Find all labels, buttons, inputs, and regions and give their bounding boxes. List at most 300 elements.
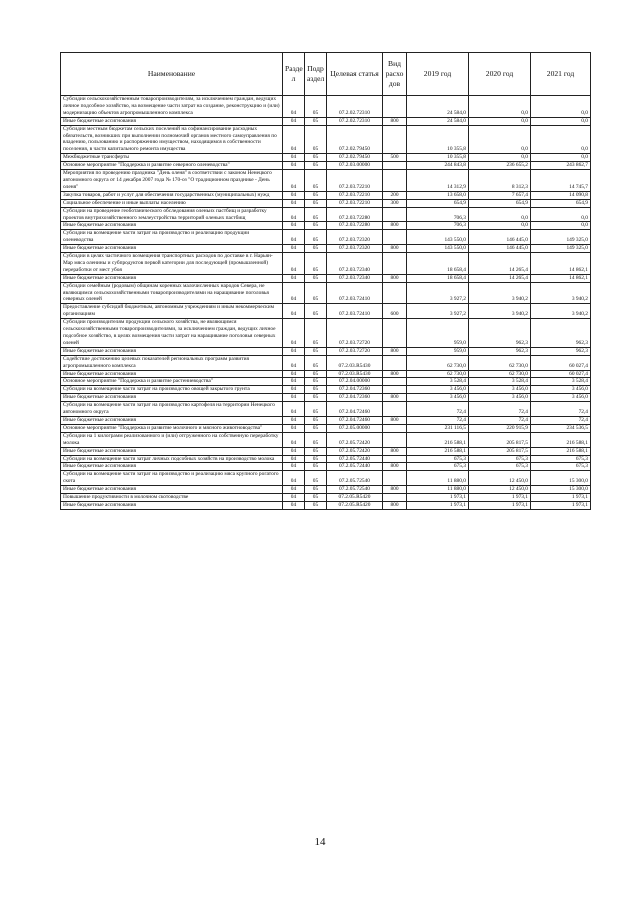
cell-expense-type: 800 [383,117,407,125]
cell-section: 04 [283,222,305,230]
cell-target-article: 07.2.04.00000 [327,378,383,386]
cell-name: Предоставление субсидий бюджетным, автономным учреждениям и иным некоммерческим организациям [61,304,283,319]
cell-2020: 62 730,0 [469,355,531,370]
cell-target-article: 07.2.03.72720 [327,347,383,355]
cell-2019: 11 880,0 [407,486,469,494]
cell-target-article: 07.2.03.R5430 [327,370,383,378]
table-row [61,245,591,253]
cell-expense-type [383,253,407,275]
header-year-2019: 2019 год [407,53,469,96]
cell-target-article: 07.2.03.R5430 [327,355,383,370]
cell-expense-type: 800 [383,394,407,402]
table-row [61,432,591,447]
cell-expense-type [383,282,407,304]
cell-2021: 72,4 [531,402,591,417]
cell-expense-type [383,432,407,447]
cell-2020: 72,4 [469,416,531,424]
cell-expense-type [383,319,407,348]
cell-section: 04 [283,207,305,222]
budget-table [60,52,591,510]
cell-section: 04 [283,394,305,402]
cell-2019: 3 927,2 [407,304,469,319]
cell-subsection: 05 [305,222,327,230]
cell-name: Субсидии сельскохозяйственным товаропроизводителям, за исключением граждан, ведущих личное подсобное хозяйство, на возмещение части затрат на создание, реконструкцию и (или) модернизацию объектов агропромышленного комплекса [61,96,283,118]
cell-section: 04 [283,378,305,386]
cell-2019: 959,0 [407,319,469,348]
table-row [61,424,591,432]
cell-name: Мероприятия по проведению праздника "День оленя" в соответствии с законом Ненецкого автономного округа от 14 декабря 2007 года № 170-оз "О традиционном празднике - День оленя" [61,170,283,192]
cell-2019: 1 973,1 [407,501,469,509]
cell-subsection: 05 [305,463,327,471]
table-row [61,471,591,486]
cell-name: Содействие достижению целевых показателей региональных программ развития агропромышленного комплекса [61,355,283,370]
cell-target-article: 07.2.05.72420 [327,432,383,447]
cell-2020: 14 265,4 [469,253,531,275]
cell-2020: 675,3 [469,463,531,471]
cell-section: 04 [283,230,305,245]
cell-target-article: 07.2.05.72440 [327,455,383,463]
table-row [61,386,591,394]
cell-target-article: 07.2.04.72460 [327,402,383,417]
cell-2020: 205 817,5 [469,432,531,447]
cell-2021: 0,0 [531,207,591,222]
cell-subsection: 05 [305,162,327,170]
table-row [61,253,591,275]
cell-2019: 3 456,0 [407,386,469,394]
cell-expense-type: 600 [383,304,407,319]
cell-2019: 143 550,0 [407,245,469,253]
cell-2019: 3 927,2 [407,282,469,304]
cell-target-article: 07.2.03.72340 [327,253,383,275]
cell-section: 04 [283,370,305,378]
cell-subsection: 05 [305,471,327,486]
cell-subsection: 05 [305,455,327,463]
cell-subsection: 05 [305,347,327,355]
cell-2021: 243 862,7 [531,162,591,170]
cell-section: 04 [283,245,305,253]
cell-expense-type [383,230,407,245]
table-header-row [61,53,591,96]
cell-2021: 15 300,0 [531,471,591,486]
table-row [61,117,591,125]
cell-2019: 24 584,0 [407,117,469,125]
cell-2021: 1 973,1 [531,494,591,502]
cell-2021: 675,3 [531,455,591,463]
cell-section: 04 [283,471,305,486]
cell-2021: 149 325,0 [531,245,591,253]
cell-expense-type: 800 [383,370,407,378]
table-row [61,125,591,154]
cell-name: Субсидии на возмещение части затрат на производство картофеля на территории Ненецкого автономного округа [61,402,283,417]
cell-name: Субсидии на возмещение части затрат на производство и реализацию мяса крупного рогатого скота [61,471,283,486]
cell-2019: 10 355,8 [407,125,469,154]
cell-subsection: 05 [305,370,327,378]
cell-target-article: 07.2.05.72540 [327,486,383,494]
cell-name: Основное мероприятие "Поддержка и развитие молочного и мясного животноводства" [61,424,283,432]
cell-subsection: 05 [305,207,327,222]
cell-name: Закупка товаров, работ и услуг для обеспечения государственных (муниципальных) нужд [61,191,283,199]
table-row [61,162,591,170]
cell-2019: 1 973,1 [407,494,469,502]
cell-target-article: 07.2.05.00000 [327,424,383,432]
cell-expense-type [383,96,407,118]
header-name: Наименование [61,53,283,96]
cell-expense-type: 500 [383,154,407,162]
cell-2021: 0,0 [531,222,591,230]
cell-subsection: 05 [305,355,327,370]
table-row [61,154,591,162]
cell-target-article: 07.2.03.72280 [327,207,383,222]
cell-expense-type [383,455,407,463]
cell-target-article: 07.2.03.72210 [327,170,383,192]
table-row [61,486,591,494]
cell-expense-type [383,207,407,222]
cell-2020: 654,9 [469,199,531,207]
header-year-2020: 2020 год [469,53,531,96]
cell-target-article: 07.2.03.72410 [327,304,383,319]
cell-2019: 62 730,0 [407,370,469,378]
cell-expense-type: 800 [383,222,407,230]
cell-2021: 60 027,4 [531,355,591,370]
cell-2019: 706,3 [407,207,469,222]
table-row [61,355,591,370]
cell-2021: 0,0 [531,154,591,162]
cell-expense-type: 800 [383,245,407,253]
cell-2019: 675,3 [407,463,469,471]
cell-name: Субсидии семейным (родовым) общинам коренных малочисленных народов Севера, не являющимся сельскохозяйственными товаропроизводителями на наращивание поголовья северных оленей [61,282,283,304]
cell-section: 04 [283,170,305,192]
table-row [61,199,591,207]
cell-2021: 3 456,0 [531,394,591,402]
cell-2019: 14 312,9 [407,170,469,192]
cell-target-article: 07.2.03.00000 [327,162,383,170]
cell-name: Основное мероприятие "Поддержка и развитие северного оленеводства" [61,162,283,170]
cell-subsection: 05 [305,274,327,282]
header-subsection: Подр аздел [305,53,327,96]
cell-target-article: 07.2.03.72320 [327,230,383,245]
cell-subsection: 05 [305,432,327,447]
cell-name: Иные бюджетные ассигнования [61,486,283,494]
cell-2019: 143 550,0 [407,230,469,245]
table-row [61,191,591,199]
cell-2019: 72,4 [407,402,469,417]
table-row [61,96,591,118]
cell-expense-type [383,378,407,386]
cell-expense-type: 800 [383,501,407,509]
cell-target-article: 07.2.05.R5420 [327,494,383,502]
cell-2019: 959,0 [407,347,469,355]
cell-2021: 962,3 [531,347,591,355]
cell-2019: 3 456,0 [407,394,469,402]
cell-2020: 14 265,4 [469,274,531,282]
cell-subsection: 05 [305,245,327,253]
table-row [61,222,591,230]
cell-target-article: 07.2.02.79450 [327,125,383,154]
cell-2021: 0,0 [531,96,591,118]
table-row [61,282,591,304]
cell-2019: 675,3 [407,455,469,463]
table-row [61,274,591,282]
cell-name: Иные бюджетные ассигнования [61,222,283,230]
table-row [61,347,591,355]
cell-2020: 12 450,0 [469,471,531,486]
cell-section: 04 [283,432,305,447]
cell-expense-type: 800 [383,347,407,355]
table-row [61,455,591,463]
cell-section: 04 [283,96,305,118]
cell-2020: 0,0 [469,222,531,230]
cell-2019: 216 588,1 [407,432,469,447]
table-row [61,463,591,471]
cell-target-article: 07.2.03.72320 [327,245,383,253]
cell-2020: 72,4 [469,402,531,417]
header-section: Разде л [283,53,305,96]
cell-expense-type: 800 [383,463,407,471]
cell-2021: 15 300,0 [531,486,591,494]
cell-name: Межбюджетные трансферты [61,154,283,162]
cell-section: 04 [283,416,305,424]
cell-2021: 0,0 [531,117,591,125]
cell-2021: 3 940,2 [531,304,591,319]
table-row [61,378,591,386]
cell-name: Субсидии на возмещение части затрат на производство и реализацию продукции оленеводства [61,230,283,245]
cell-expense-type: 800 [383,447,407,455]
cell-section: 04 [283,117,305,125]
cell-subsection: 05 [305,230,327,245]
cell-2019: 244 843,8 [407,162,469,170]
cell-expense-type [383,494,407,502]
table-row [61,319,591,348]
cell-2019: 216 588,1 [407,447,469,455]
cell-section: 04 [283,494,305,502]
cell-subsection: 05 [305,170,327,192]
cell-2021: 234 536,5 [531,424,591,432]
cell-subsection: 05 [305,447,327,455]
cell-target-article: 07.2.04.72360 [327,386,383,394]
cell-2021: 14 090,8 [531,191,591,199]
cell-name: Субсидии на проведение геоботанического обследования оленьих пастбищ и разработку проектов внутрихозяйственного землеустройства территорий оленьих пастбищ [61,207,283,222]
cell-2020: 62 730,0 [469,370,531,378]
cell-expense-type [383,355,407,370]
cell-expense-type [383,386,407,394]
cell-2020: 1 973,1 [469,501,531,509]
cell-name: Иные бюджетные ассигнования [61,463,283,471]
cell-2021: 3 456,0 [531,386,591,394]
cell-2021: 216 588,1 [531,432,591,447]
cell-2020: 12 450,0 [469,486,531,494]
table-row [61,416,591,424]
cell-target-article: 07.2.03.72720 [327,319,383,348]
cell-subsection: 05 [305,424,327,432]
cell-section: 04 [283,347,305,355]
cell-2020: 962,3 [469,347,531,355]
table-row [61,230,591,245]
cell-2021: 3 528,4 [531,378,591,386]
cell-2020: 3 528,4 [469,378,531,386]
cell-name: Субсидии в целях частичного возмещения транспортных расходов по доставке в г. Нарьян-Мар мяса оленины и субпродуктов первой категории для последующей (промышленной) переработки от мест убоя [61,253,283,275]
cell-section: 04 [283,304,305,319]
cell-section: 04 [283,199,305,207]
cell-target-article: 07.2.03.72280 [327,222,383,230]
cell-2021: 72,4 [531,416,591,424]
cell-2019: 72,4 [407,416,469,424]
cell-subsection: 05 [305,282,327,304]
header-target-article: Целевая статья [327,53,383,96]
cell-2021: 14 745,7 [531,170,591,192]
cell-target-article: 07.2.05.R5420 [327,501,383,509]
table-row [61,304,591,319]
cell-target-article: 07.2.03.72410 [327,282,383,304]
cell-2019: 706,3 [407,222,469,230]
cell-target-article: 07.2.04.72360 [327,394,383,402]
cell-expense-type: 300 [383,199,407,207]
cell-name: Иные бюджетные ассигнования [61,245,283,253]
cell-target-article: 07.2.03.72210 [327,191,383,199]
cell-subsection: 05 [305,386,327,394]
cell-section: 04 [283,424,305,432]
cell-name: Иные бюджетные ассигнования [61,501,283,509]
cell-name: Субсидии местным бюджетам сельских поселений на софинансирование расходных обязательств, возникших при выполнении полномочий органов местного самоуправления по владению, пользованию и распоряжению имуществом, находящимся в собственности поселения, в части капитального ремонта имущества [61,125,283,154]
cell-section: 04 [283,386,305,394]
cell-name: Субсидии на возмещение части затрат личных подсобных хозяйств на производство молока [61,455,283,463]
cell-name: Основное мероприятие "Поддержка и развитие растениеводства" [61,378,283,386]
cell-2020: 3 940,2 [469,304,531,319]
cell-name: Иные бюджетные ассигнования [61,370,283,378]
cell-2021: 675,3 [531,463,591,471]
cell-expense-type: 200 [383,191,407,199]
cell-subsection: 05 [305,378,327,386]
cell-2020: 0,0 [469,117,531,125]
cell-2021: 60 027,4 [531,370,591,378]
cell-subsection: 05 [305,416,327,424]
cell-subsection: 05 [305,191,327,199]
table-row [61,170,591,192]
cell-expense-type [383,170,407,192]
cell-section: 04 [283,154,305,162]
cell-2019: 18 658,4 [407,274,469,282]
cell-subsection: 05 [305,199,327,207]
cell-2021: 1 973,1 [531,501,591,509]
cell-section: 04 [283,282,305,304]
cell-2020: 3 456,0 [469,386,531,394]
cell-name: Субсидии производителям продукции сельского хозяйства, не являющимся сельскохозяйственными товаропроизводителями, за исключением граждан, ведущих личное подсобное хозяйство, в целях возмещения части затрат на наращивание поголовья северных оленей [61,319,283,348]
header-year-2021: 2021 год [531,53,591,96]
cell-target-article: 07.2.03.72340 [327,274,383,282]
cell-2020: 205 817,5 [469,447,531,455]
cell-2021: 962,3 [531,319,591,348]
page-number: 14 [314,836,326,848]
cell-section: 04 [283,274,305,282]
table-row [61,494,591,502]
cell-subsection: 05 [305,394,327,402]
cell-name: Повышение продуктивности в молочном скотоводстве [61,494,283,502]
cell-name: Иные бюджетные ассигнования [61,117,283,125]
table-row [61,501,591,509]
budget-table-body [61,96,591,510]
cell-2020: 0,0 [469,125,531,154]
cell-subsection: 05 [305,125,327,154]
cell-2019: 231 116,5 [407,424,469,432]
cell-2020: 675,3 [469,455,531,463]
cell-2021: 14 862,1 [531,253,591,275]
cell-subsection: 05 [305,501,327,509]
cell-subsection: 05 [305,494,327,502]
cell-section: 04 [283,355,305,370]
table-row [61,447,591,455]
cell-expense-type: 800 [383,416,407,424]
cell-subsection: 05 [305,117,327,125]
cell-2019: 13 658,0 [407,191,469,199]
cell-target-article: 07.2.02.72310 [327,96,383,118]
header-expense-type: Вид расхо дов [383,53,407,96]
cell-2020: 236 655,2 [469,162,531,170]
cell-name: Иные бюджетные ассигнования [61,274,283,282]
cell-section: 04 [283,125,305,154]
cell-target-article: 07.2.02.79450 [327,154,383,162]
cell-2019: 654,9 [407,199,469,207]
cell-subsection: 05 [305,96,327,118]
cell-expense-type [383,424,407,432]
cell-expense-type [383,125,407,154]
cell-name: Субсидии на 1 килограмм реализованного и (или) отгруженного на собственную переработку молока [61,432,283,447]
cell-2021: 0,0 [531,125,591,154]
cell-2021: 14 862,1 [531,274,591,282]
cell-subsection: 05 [305,319,327,348]
cell-2020: 220 915,9 [469,424,531,432]
cell-subsection: 05 [305,304,327,319]
cell-2020: 3 456,0 [469,394,531,402]
cell-name: Иные бюджетные ассигнования [61,416,283,424]
cell-2020: 0,0 [469,207,531,222]
cell-2019: 62 730,0 [407,355,469,370]
cell-2020: 146 445,0 [469,245,531,253]
cell-2019: 3 528,4 [407,378,469,386]
cell-target-article: 07.2.04.72460 [327,416,383,424]
cell-expense-type [383,162,407,170]
cell-section: 04 [283,447,305,455]
cell-2020: 0,0 [469,96,531,118]
cell-2021: 3 940,2 [531,282,591,304]
table-row [61,370,591,378]
cell-subsection: 05 [305,253,327,275]
cell-2020: 146 445,0 [469,230,531,245]
cell-expense-type [383,471,407,486]
cell-section: 04 [283,486,305,494]
cell-2021: 216 588,1 [531,447,591,455]
table-row [61,402,591,417]
cell-section: 04 [283,162,305,170]
cell-2019: 24 584,0 [407,96,469,118]
table-row [61,394,591,402]
cell-section: 04 [283,501,305,509]
cell-2020: 1 973,1 [469,494,531,502]
cell-section: 04 [283,402,305,417]
cell-target-article: 07.2.02.72310 [327,117,383,125]
cell-target-article: 07.2.03.72210 [327,199,383,207]
table-row [61,207,591,222]
cell-expense-type: 800 [383,274,407,282]
cell-name: Иные бюджетные ассигнования [61,447,283,455]
cell-2020: 7 657,4 [469,191,531,199]
cell-subsection: 05 [305,154,327,162]
cell-name: Субсидии на возмещение части затрат на производство овощей закрытого грунта [61,386,283,394]
cell-2019: 18 658,4 [407,253,469,275]
cell-2020: 962,3 [469,319,531,348]
cell-name: Социальное обеспечение и иные выплаты населению [61,199,283,207]
cell-section: 04 [283,455,305,463]
cell-name: Иные бюджетные ассигнования [61,394,283,402]
cell-subsection: 05 [305,486,327,494]
